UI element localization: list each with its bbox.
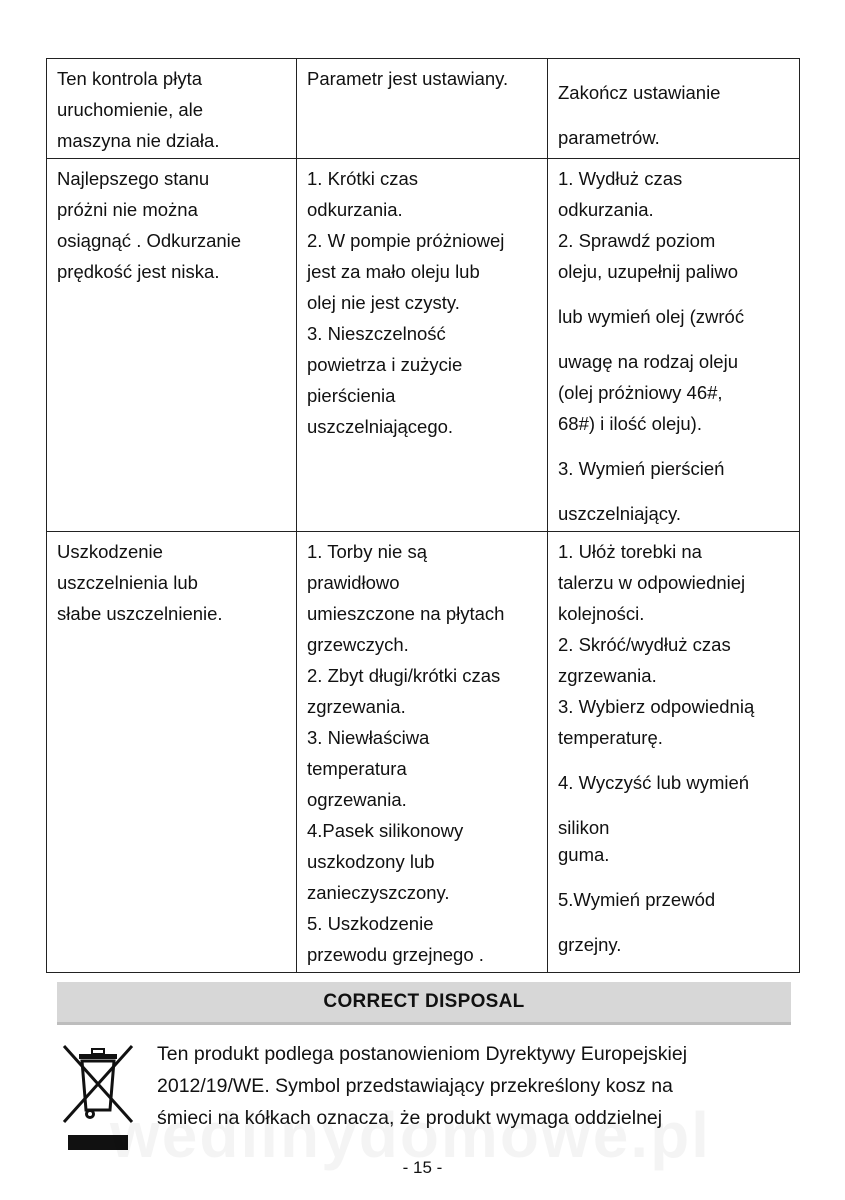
crossed-out-wheelie-bin-icon	[58, 1040, 138, 1152]
section-heading: CORRECT DISPOSAL	[323, 991, 525, 1012]
problem-cell: Uszkodzenie uszczelnienia lub słabe uszczelnienie.	[47, 532, 297, 973]
table-row	[47, 532, 800, 973]
problem-cell: Ten kontrola płyta uruchomienie, ale maszyna nie działa.	[47, 59, 297, 159]
cause-cell: Parametr jest ustawiany.	[297, 59, 548, 159]
solution-cell: 1. Wydłuż czas odkurzania. 2. Sprawdź poziom oleju, uzupełnij paliwo lub wymień olej (zwróć uwagę na rodzaj oleju (olej próżniowy 46#, 68#) i ilość oleju). 3. Wymień pierścień uszczelniający.	[548, 159, 800, 532]
table-row	[47, 59, 800, 159]
solution-cell: Zakończ ustawianie parametrów.	[548, 59, 800, 159]
solution-cell: 1. Ułóż torebki na talerzu w odpowiedniej kolejności. 2. Skróć/wydłuż czas zgrzewania. 3. Wybierz odpowiednią temperaturę. 4. Wyczyść lub wymień silikon guma. 5.Wymień przewód grzejny.	[548, 532, 800, 973]
table-row	[47, 159, 800, 532]
section-heading-bar	[57, 982, 791, 1025]
cause-cell: 1. Krótki czas odkurzania. 2. W pompie próżniowej jest za mało oleju lub olej nie jest czysty. 3. Nieszczelność powietrza i zużycie pierścienia uszczelniającego.	[297, 159, 548, 532]
disposal-paragraph: Ten produkt podlega postanowieniom Dyrektywy Europejskiej 2012/19/WE. Symbol przedstawiający przekreślony kosz na śmieci na kółkach oznacza, że produkt wymaga oddzielnej	[157, 1043, 688, 1129]
page-number: - 15 -	[402, 1158, 443, 1177]
troubleshooting-table	[46, 58, 800, 973]
cause-cell: 1. Torby nie są prawidłowo umieszczone na płytach grzewczych. 2. Zbyt długi/krótki czas zgrzewania. 3. Niewłaściwa temperatura ogrzewania. 4.Pasek silikonowy uszkodzony lub zanieczyszczony. 5. Uszkodzenie przewodu grzejnego .	[297, 532, 548, 973]
problem-cell: Najlepszego stanu próżni nie można osiągnąć . Odkurzanie prędkość jest niska.	[47, 159, 297, 532]
